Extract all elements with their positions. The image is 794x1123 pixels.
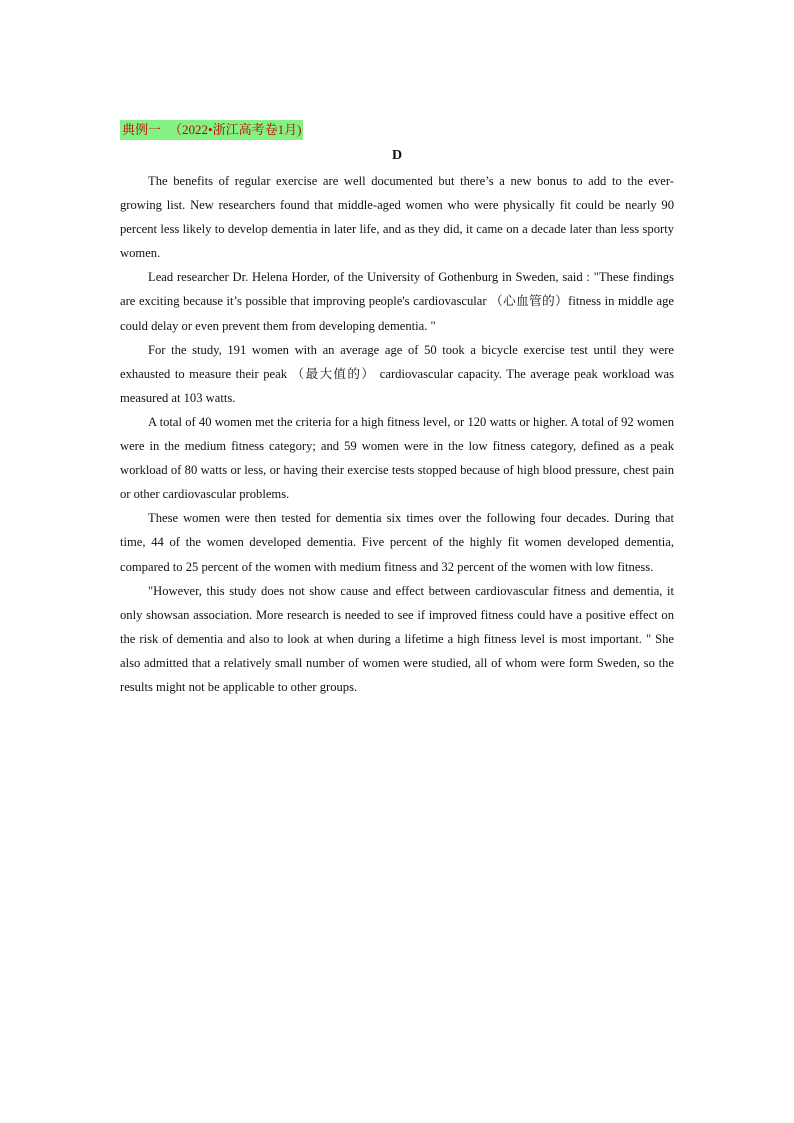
example-header: [120, 119, 674, 141]
paragraph-2: Lead researcher Dr. Helena Horder, of the University of Gothenburg in Sweden, said : "These findings are exciting because it’s possible that improving people's cardiovascular （心血管的）fitness in middle age could delay or even prevent them from developing dementia. ": [120, 270, 674, 333]
paragraph-1: The benefits of regular exercise are well documented but there’s a new bonus to add to the ever-growing list. New researchers found that middle-aged women who were physically fit could be nearly 90 percent less likely to develop dementia in later life, and as they did, it came on a decade later than less sporty women.: [120, 174, 674, 261]
paragraph-4: A total of 40 women met the criteria for a high fitness level, or 120 watts or higher. A total of 92 women were in the medium fitness category; and 59 women were in the low fitness category, defined as a peak workload of 80 watts or less, or having their exercise tests stopped because of high blood pressure, chest pain or other cardiovascular problems.: [120, 414, 674, 502]
paragraph-3: For the study, 191 women with an average age of 50 took a bicycle exercise test until they were exhausted to measure their peak （最大值的） cardiovascular capacity. The average peak workload was measured at 103 watts.: [120, 342, 674, 405]
paragraph-6: "However, this study does not show cause and effect between cardiovascular fitness and dementia, it only showsan association. More research is needed to see if improved fitness could have a positive effect on the risk of dementia and also to look at when during a lifetime a high fitness level is most important. " She also admitted that a relatively small number of women were studied, all of whom were form Sweden, so the results might not be applicable to other groups.: [120, 583, 674, 694]
paragraph-5: These women were then tested for dementia six times over the following four decades. During that time, 44 of the women developed dementia. Five percent of the highly fit women developed dementia, compared to 25 percent of the women with medium fitness and 32 percent of the women with low fitness.: [120, 511, 674, 574]
passage-letter: D: [391, 148, 403, 163]
example-label: 典例一: [122, 122, 162, 137]
exam-source: （2022•浙江高考卷1月): [169, 122, 302, 137]
example-tag: [120, 120, 303, 140]
document-page: [120, 119, 674, 699]
